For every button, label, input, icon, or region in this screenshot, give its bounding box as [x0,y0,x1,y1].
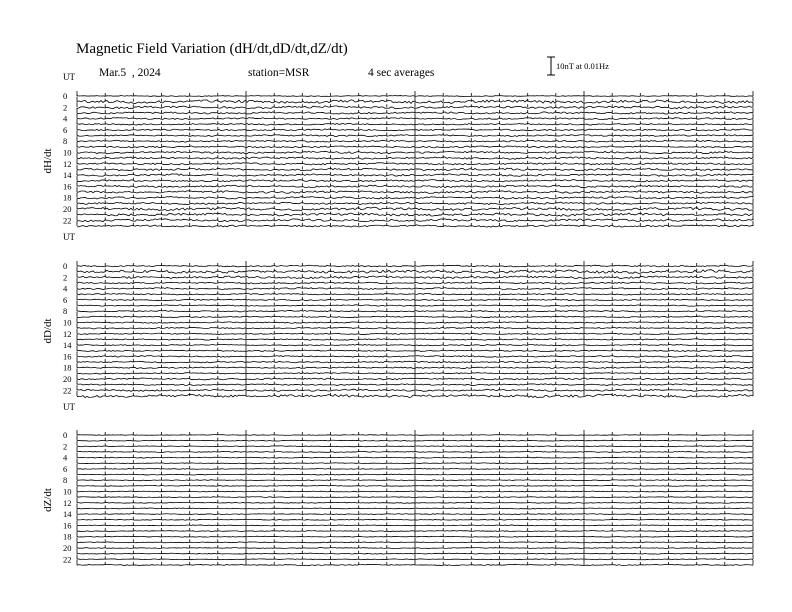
hour-tick-label: 2 [63,272,68,283]
hour-tick-label: 6 [63,463,68,474]
hour-tick-label: 2 [63,441,68,452]
trace-ticks [77,289,753,294]
hour-tick-label: 18 [63,192,72,203]
trace-ticks [77,312,753,317]
trace-ticks [77,374,753,379]
hour-tick-label: 0 [63,91,68,101]
trace-ticks [77,503,753,508]
trace-ticks [77,492,753,497]
trace-ticks [77,351,753,356]
trace-ticks [77,453,753,458]
trace-ticks [77,543,753,548]
trace-ticks [77,340,753,345]
trace-ticks [77,323,753,328]
hour-tick-label: 18 [63,362,72,373]
hour-tick-label: 16 [63,351,72,362]
hour-tick-label: 20 [63,543,72,553]
trace-ticks [77,334,753,339]
hour-tick-label: 22 [63,215,72,226]
trace-ticks [77,554,753,559]
trace-ticks [77,357,753,362]
scale-label: 10nT at 0.01Hz [556,61,609,71]
panel-label: dD/dt [42,318,54,344]
trace-ticks [77,515,753,520]
trace-ticks [77,170,753,175]
chart-title: Magnetic Field Variation (dH/dt,dD/dt,dZ/dt) [76,41,348,57]
ut-label: UT [63,72,75,82]
hour-tick-label: 6 [63,294,68,305]
trace-ticks [77,221,753,226]
trace-ticks [77,114,753,119]
trace-ticks [77,159,753,164]
hour-tick-label: 4 [63,283,68,294]
panels [42,72,753,566]
trace-ticks [77,131,753,136]
trace-ticks [77,153,753,158]
hour-tick-label: 2 [63,102,68,113]
trace-ticks [77,498,753,503]
hour-tick-label: 22 [63,385,72,396]
panel-3 [42,402,753,566]
hour-tick-label: 22 [63,554,72,565]
hour-tick-label: 0 [63,261,68,271]
hour-tick-label: 12 [63,158,72,169]
panel-2 [42,232,753,398]
trace-ticks [77,91,753,96]
trace-ticks [77,537,753,542]
trace-ticks [77,380,753,385]
hour-tick-label: 14 [63,509,72,520]
panel-label: dZ/dt [42,488,54,512]
hour-tick-label: 20 [63,204,72,214]
trace-ticks [77,329,753,334]
hour-tick-label: 20 [63,374,72,384]
hour-tick-label: 4 [63,452,68,463]
trace-ticks [77,464,753,469]
date-label: Mar.5 , 2024 [99,67,161,79]
ut-label: UT [63,232,75,242]
trace-ticks [77,193,753,198]
trace-ticks [77,108,753,113]
trace-ticks [77,261,753,266]
averaging-label: 4 sec averages [368,67,435,79]
trace-ticks [77,481,753,486]
trace-ticks [77,125,753,130]
scale-bar [547,57,555,75]
hour-tick-label: 12 [63,328,72,339]
trace-ticks [77,176,753,181]
trace-ticks [77,278,753,283]
hour-tick-label: 10 [63,317,72,328]
trace-ticks [77,346,753,351]
station-label: station=MSR [248,67,310,79]
hour-tick-label: 0 [63,430,68,440]
hour-tick-label: 16 [63,520,72,531]
panel-1 [42,72,753,227]
trace-ticks [77,181,753,186]
trace-ticks [77,306,753,311]
trace-ticks [77,436,753,441]
hour-tick-label: 10 [63,486,72,497]
hour-tick-label: 12 [63,497,72,508]
trace-ticks [77,391,753,396]
trace-ticks [77,475,753,480]
hour-tick-label: 4 [63,113,68,124]
trace-ticks [77,458,753,463]
trace-ticks [77,97,753,102]
hour-tick-label: 8 [63,306,68,317]
hour-tick-label: 14 [63,170,72,181]
trace-ticks [77,487,753,492]
trace-ticks [77,284,753,289]
trace-ticks [77,318,753,323]
trace-ticks [77,526,753,531]
trace-ticks [77,363,753,368]
ut-label: UT [63,402,75,412]
trace-ticks [77,441,753,446]
panel-label: dH/dt [42,148,54,174]
trace-ticks [77,470,753,475]
trace-ticks [77,532,753,537]
trace-ticks [77,198,753,203]
trace-ticks [77,430,753,435]
trace-ticks [77,520,753,525]
hour-tick-label: 16 [63,181,72,192]
trace-ticks [77,560,753,565]
hour-tick-label: 18 [63,531,72,542]
hour-tick-label: 14 [63,340,72,351]
trace-ticks [77,267,753,272]
hour-tick-label: 10 [63,147,72,158]
hour-tick-label: 8 [63,475,68,486]
trace-ticks [77,549,753,554]
trace-ticks [77,447,753,452]
trace-ticks [77,368,753,373]
hour-tick-label: 8 [63,136,68,147]
trace-ticks [77,295,753,300]
trace-ticks [77,509,753,514]
hour-tick-label: 6 [63,124,68,135]
